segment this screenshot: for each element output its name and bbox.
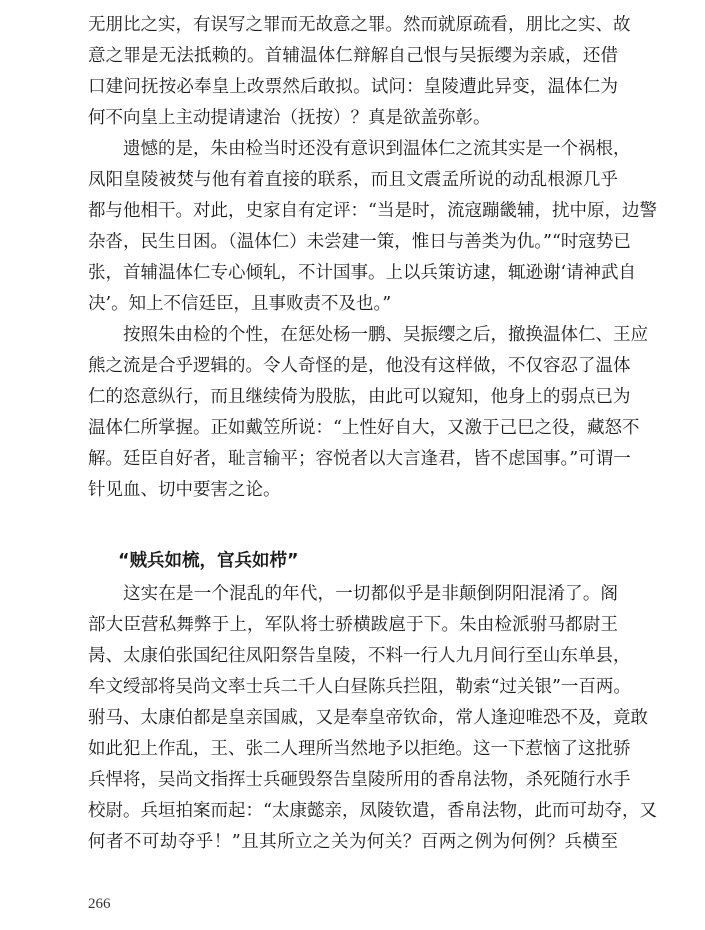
text-line: 仁的恣意纵行，而且继续倚为股肱，由此可以窥知，他身上的弱点已为 [88,387,631,407]
text-line: 意之罪是无法抵赖的。首辅温体仁辩解自己恨与吴振缨为亲戚，还借 [88,46,618,66]
text-line: 决’。知上不信廷臣，且事败责不及也。” [88,294,392,314]
paragraph [88,10,631,134]
text-line: 凤阳皇陵被焚与他有着直接的联系，而且文震孟所说的动乱根源几乎 [88,170,618,190]
text-line: 张，首辅温体仁专心倾轧，不计国事。上以兵策访逮，辄逊谢‘请神武自 [88,263,637,283]
text-line: 温体仁所掌握。正如戴笠所说：“上性好自大，又激于己巳之役，藏怒不 [88,418,640,438]
section-gap [88,506,618,537]
text-line: 解。廷臣自好者，耻言输平；容悦者以大言逢君，皆不虑国事。”可谓一 [88,449,631,469]
text-line: 遗憾的是，朱由检当时还没有意识到温体仁之流其实是一个祸根， [123,139,631,159]
paragraph [88,134,657,320]
paragraph [88,320,648,506]
page-body [88,10,657,858]
text-line: 如此犯上作乱，王、张二人理所当然地予以拒绝。这一下惹恼了这批骄 [88,739,631,759]
text-line: 部大臣营私舞弊于上，军队将士骄横跋扈于下。朱由检派驸马都尉王 [88,615,618,635]
text-line: 熊之流是合乎逻辑的。令人奇怪的是，他没有这样做，不仅容忍了温体 [88,356,631,376]
text-line: 杂沓，民生日困。（温体仁）未尝建一策，惟日与善类为仇。”“时寇势已 [88,232,631,252]
text-line: 驸马、太康伯都是皇亲国戚，又是奉皇帝钦命，常人逢迎唯恐不及，竟敢 [88,708,648,728]
page-number: 266 [88,896,111,912]
text-line: 针见血、切中要害之论。 [88,480,281,500]
text-line: 牟文绶部将吴尚文率士兵二千人白昼陈兵拦阻，勒索“过关银”一百两。 [88,677,631,697]
text-line: 这实在是一个混乱的年代，一切都似乎是非颠倒阴阳混淆了。阁 [123,584,618,604]
text-line: 校尉。兵垣拍案而起：“太康懿亲，凤陵钦遣，香帛法物，此而可劫夺，又 [88,801,657,821]
text-line: 兵悍将，吴尚文指挥士兵砸毁祭告皇陵所用的香帛法物，杀死随行水手 [88,770,631,790]
text-line: 何不向皇上主动提请逮治（抚按）？真是欲盖弥彰。 [88,108,491,128]
text-line: 无朋比之实，有误写之罪而无故意之罪。然而就原疏看，朋比之实、故 [88,15,631,35]
text-line: 按照朱由检的个性，在惩处杨一鹏、吴振缨之后，撤换温体仁、王应 [123,325,648,345]
text-line: 昺、太康伯张国纪往凤阳祭告皇陵，不料一行人九月间行至山东单县， [88,646,631,666]
text-line: 何者不可劫夺乎！”且其所立之关为何关？百两之例为何例？兵横至 [88,832,618,852]
text-line: 都与他相干。对此，史家自有定评：“当是时，流寇蹦畿辅，扰中原，边警 [88,201,657,221]
section-heading: “贼兵如梳，官兵如栉” [118,551,299,571]
text-line: 口建问抚按必奉皇上改票然后敢拟。试问：皇陵遭此异变，温体仁为 [88,77,618,97]
paragraph [88,579,657,858]
